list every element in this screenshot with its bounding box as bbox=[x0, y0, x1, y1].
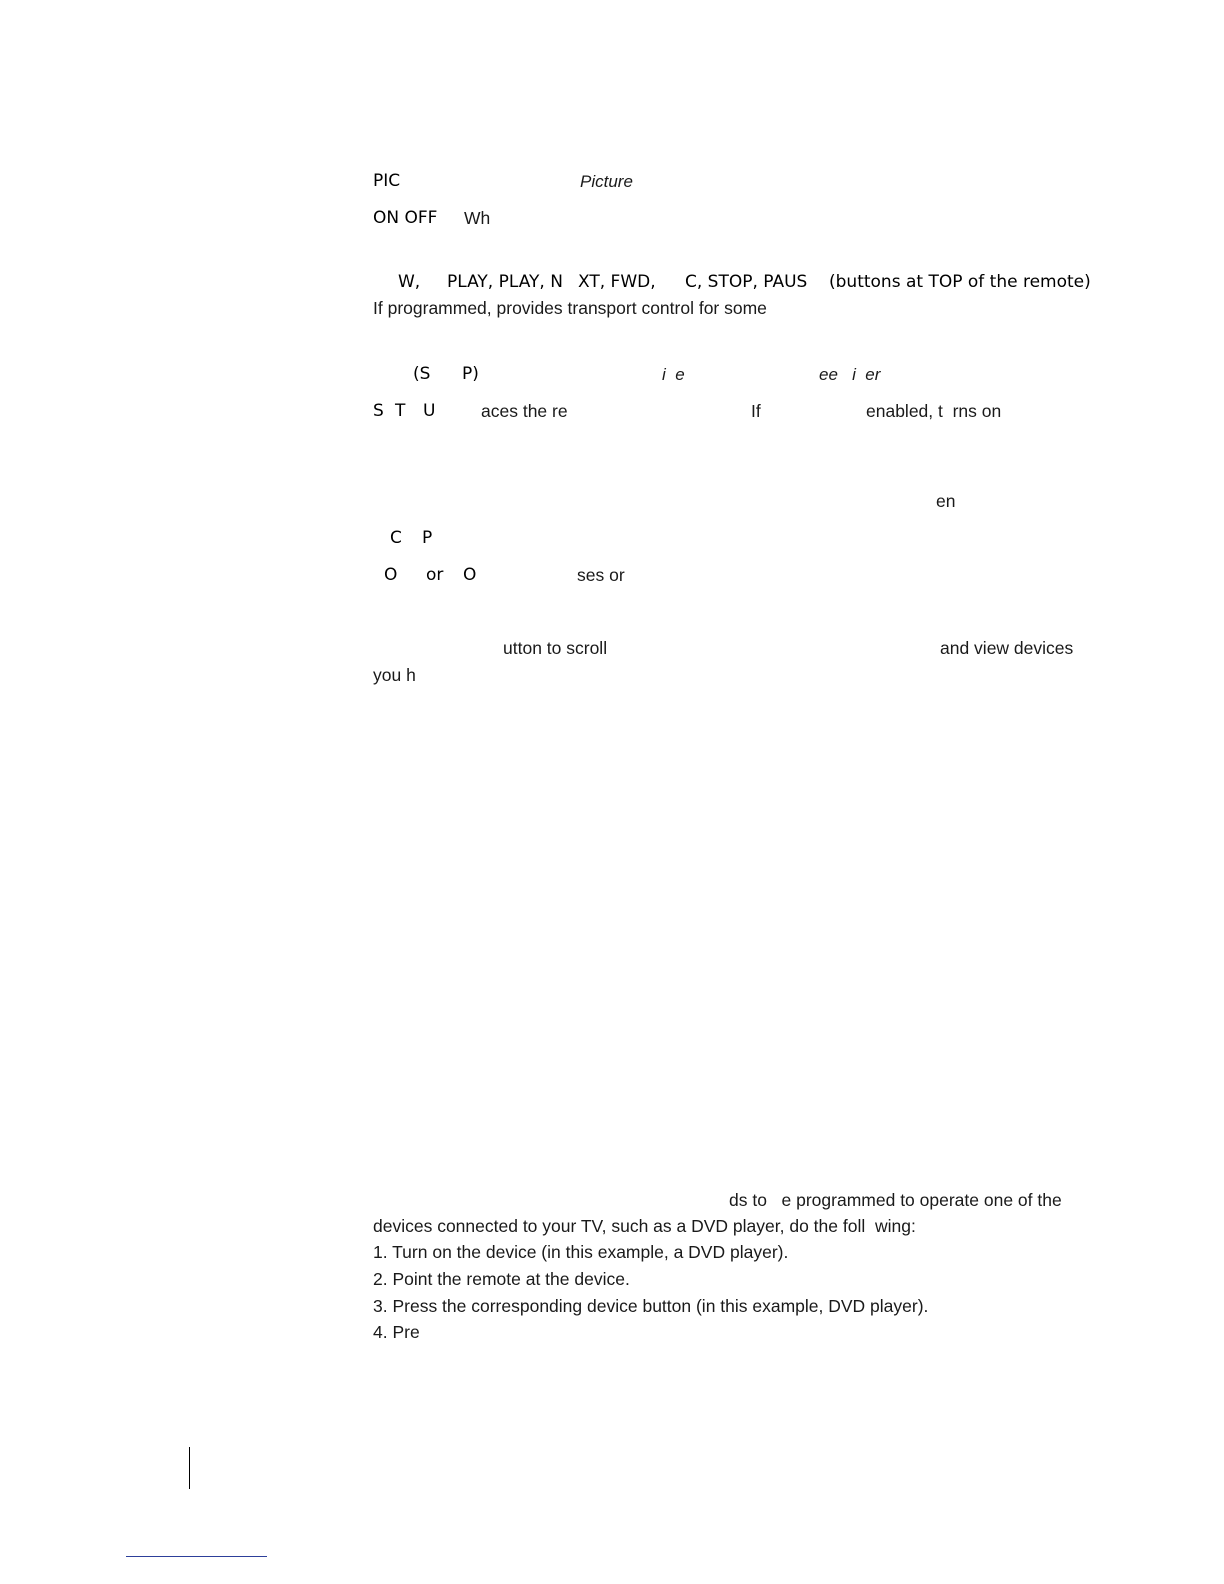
onoff-label: ON OFF bbox=[373, 208, 438, 228]
oo-label-part-2: O bbox=[463, 565, 477, 585]
vertical-divider bbox=[189, 1447, 190, 1489]
setup-label-part-1: S bbox=[373, 401, 384, 421]
footer-link-underline bbox=[126, 1556, 267, 1557]
transport-heading-part-1: W, bbox=[398, 272, 421, 292]
cp-label-part-1: C bbox=[390, 528, 402, 548]
setup-text-part-1: aces the re bbox=[481, 401, 568, 421]
list-item: 1. Turn on the device (in this example, a DVD player). bbox=[373, 1242, 789, 1262]
transport-heading-part-4: C, STOP, PAUS bbox=[685, 272, 808, 292]
onoff-text: Wh bbox=[464, 208, 491, 228]
scroll-text-part-3: you h bbox=[373, 665, 416, 685]
setup-label-part-2: T bbox=[395, 401, 406, 421]
oo-label-or: or bbox=[426, 565, 444, 585]
transport-body: If programmed, provides transport control for some bbox=[373, 298, 767, 318]
sp-label-part-2: P) bbox=[462, 364, 479, 384]
steps-intro-line-1: ds to e programmed to operate one of the bbox=[729, 1190, 1062, 1210]
list-item: 2. Point the remote at the device. bbox=[373, 1269, 630, 1289]
sp-label-part-1: (S bbox=[413, 364, 431, 384]
transport-heading-note: (buttons at TOP of the remote) bbox=[829, 272, 1091, 292]
scroll-text-part-2: and view devices bbox=[940, 638, 1074, 658]
steps-intro-line-2: devices connected to your TV, such as a DVD player, do the foll wing: bbox=[373, 1216, 916, 1236]
transport-heading-part-3: XT, FWD, bbox=[578, 272, 656, 292]
text-fragment-en: en bbox=[936, 491, 956, 511]
list-item: 3. Press the corresponding device button (in this example, DVD player). bbox=[373, 1296, 929, 1316]
cp-label-part-2: P bbox=[422, 528, 433, 548]
sp-italic-part-2: ee i er bbox=[819, 365, 881, 384]
list-item: 4. Pre bbox=[373, 1322, 420, 1342]
scroll-text-part-1: utton to scroll bbox=[503, 638, 608, 658]
setup-text-part-3: enabled, t rns on bbox=[866, 401, 1002, 421]
oo-label-part-1: O bbox=[384, 565, 398, 585]
setup-text-part-2: If bbox=[751, 401, 761, 421]
setup-label-part-3: U bbox=[423, 401, 436, 421]
pic-italic-text: Picture bbox=[580, 172, 633, 191]
transport-heading-part-2: PLAY, PLAY, N bbox=[447, 272, 563, 292]
pic-label: PIC bbox=[373, 171, 401, 191]
oo-text: ses or bbox=[577, 565, 625, 585]
sp-italic-part-1: i e bbox=[662, 365, 685, 384]
